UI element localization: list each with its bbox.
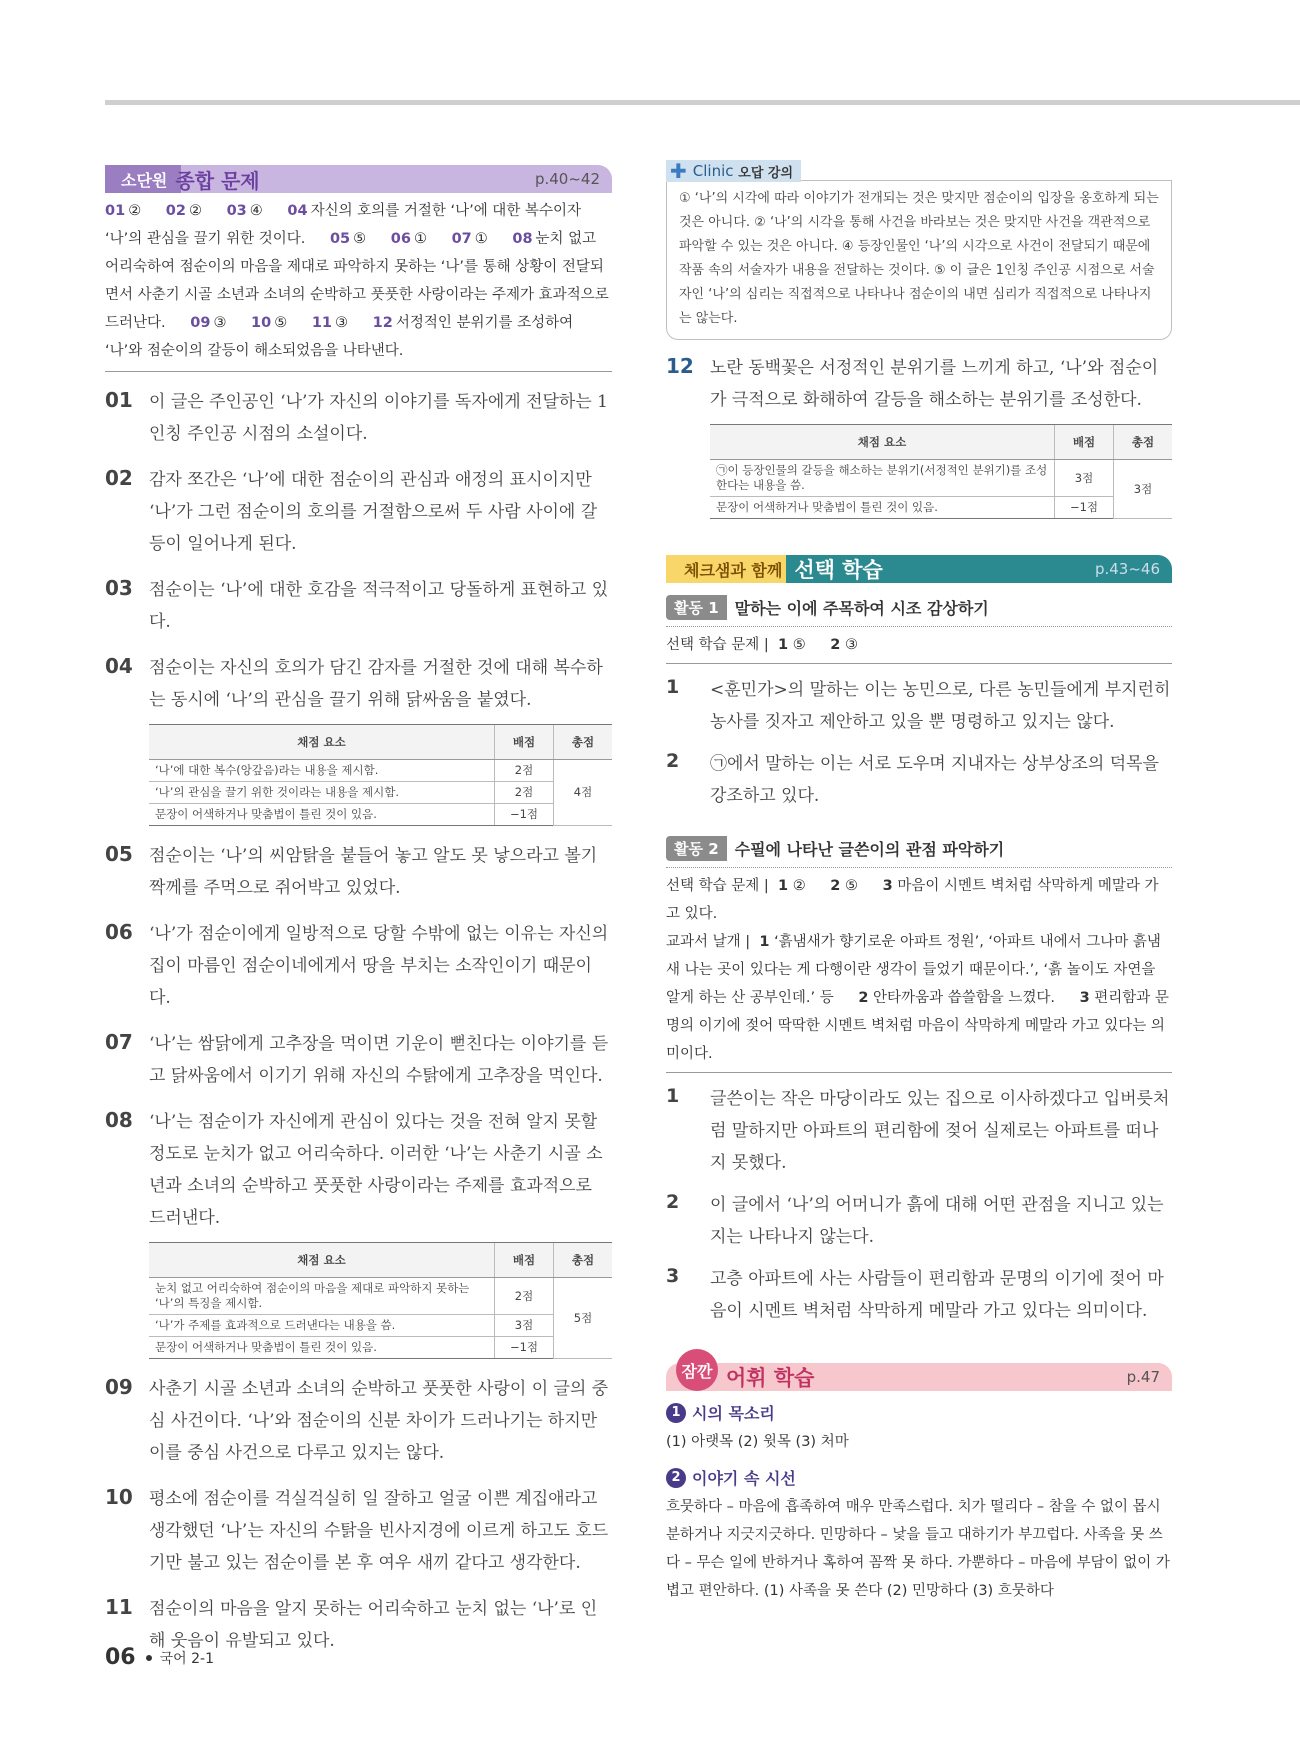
table-row: ㉠이 등장인물의 갈등을 해소하는 분위기(서정적인 분위기)를 조성한다는 내용을 씀. 3점 3점: [710, 460, 1172, 497]
vocab-2-title: 2 이야기 속 시선: [666, 1466, 1172, 1489]
answer-item: 03 ④: [226, 203, 263, 219]
table-row: ‘나’가 주제를 효과적으로 드러낸다는 내용을 씀. 3점: [149, 1315, 612, 1337]
answer-item: 01 ②: [105, 203, 142, 219]
scoring-table-12: 채점 요소 배점 총점 ㉠이 등장인물의 갈등을 해소하는 분위기(서정적인 분위기)를 조성한다는 내용을 씀. 3점 3점 문장이 어색하거나 맞춤법이 틀린 것이 있음. −1점: [710, 424, 1172, 519]
activity-1-q1: 1 <훈민가>의 말하는 이는 농민으로, 다른 농민들에게 부지런히 농사를 짓자고 제안하고 있을 뿐 명령하고 있지는 않다.: [666, 676, 1171, 732]
table-row: 문장이 어색하거나 맞춤법이 틀린 것이 있음. −1점: [149, 804, 612, 826]
explanation-12: 12 노란 동백꽃은 서정적인 분위기를 느끼게 하고, ‘나’와 점순이가 극적으로 화해하여 갈등을 해소하는 분위기를 조성한다. 채점 요소 배점 총점 ㉠이 등장인물의 갈등을 해소하는 분위기(서정적인 분위기)를 조성한다는 내용을 씀. 3점 3점 문장이 어색하거나 맞춤법이 틀린 것이 있음. −1점: [666, 352, 1172, 519]
clinic-section: [666, 160, 1172, 340]
explanation-01: 01 이 글은 주인공인 ‘나’가 자신의 이야기를 독자에게 전달하는 1인칭 주인공 시점의 소설이다.: [105, 388, 608, 444]
explanation-10: 10 평소에 점순이를 걱실걱실히 일 잘하고 얼굴 이쁜 계집애라고 생각했던 ‘나’는 자신의 수탉을 빈사지경에 이르게 하고도 호드기만 불고 있는 점순이를 본 후 여우 새끼 같다고 생각한다.: [105, 1485, 609, 1573]
answer-item: 06 ①: [390, 231, 427, 247]
explanation-09: 09 사춘기 시골 소년과 소녀의 순박하고 풋풋한 사랑이 이 글의 중심 사건이다. ‘나’와 점순이의 신분 차이가 드러나기는 하지만 이를 중심 사건으로 다루고 있지는 않다.: [105, 1375, 609, 1463]
answer-summary: [105, 193, 612, 372]
answer-item: 08 눈치 없고 어리숙하여 점순이의 마음을 제대로 파악하지 못하는 ‘나’를 통해 상황이 전달되면서 사춘기 시골 소년과 소녀의 순박하고 풋풋한 사랑이라는 주제가 효과적으로 드러난다.: [105, 231, 609, 331]
section-header-vocab: 잠깐 어휘 학습 p.47: [666, 1363, 1172, 1391]
explanation-06: 06 ‘나’가 점순이에게 일방적으로 당할 수밖에 없는 이유는 자신의 집이 마름인 점순이네에게서 땅을 부치는 소작인이기 때문이다.: [105, 920, 609, 1008]
plus-icon: ✚: [670, 159, 687, 183]
vocab-2-text: 흐뭇하다 – 마음에 흡족하여 매우 만족스럽다. 치가 떨리다 – 참을 수 없이 몹시 분하거나 지긋지긋하다. 민망하다 – 낯을 들고 대하기가 부끄럽다. 사족을 못 쓰다 – 무슨 일에 반하거나 혹하여 꼼짝 못 하다. 가뿐하다 – 마음에 부담이 없이 가볍고 편안하다. (1) 사족을 못 쓴다 (2) 민망하다 (3) 흐뭇하다: [666, 1499, 1170, 1599]
page-number: 06: [105, 1645, 136, 1670]
answer-item: 05 ⑤: [329, 231, 367, 247]
activity-1-answers: 선택 학습 문제 | 1 ⑤ 2 ③: [666, 627, 1172, 664]
table-row: 문장이 어색하거나 맞춤법이 틀린 것이 있음. −1점: [149, 1337, 612, 1359]
activity-1-q2: 2 ㉠에서 말하는 이는 서로 도우며 지내자는 상부상조의 덕목을 강조하고 있다.: [666, 750, 1159, 806]
left-column: [105, 165, 612, 1657]
section-header-review: [105, 165, 612, 193]
answer-item: 02 ②: [165, 203, 202, 219]
section-tag: 소단원: [121, 170, 168, 190]
table-row: 문장이 어색하거나 맞춤법이 틀린 것이 있음. −1점: [710, 497, 1172, 519]
table-row: ‘나’에 대한 복수(앙갚음)라는 내용을 제시함. 2점 4점: [149, 760, 612, 782]
activity-1-header: 활동 1 말하는 이에 주목하여 시조 감상하기: [666, 595, 1172, 627]
explanation-04: 04 점순이는 자신의 호의가 담긴 감자를 거절한 것에 대해 복수하는 동시에 ‘나’의 관심을 끌기 위해 닭싸움을 붙였다. 채점 요소 배점 총점 ‘나’에 대한 복수(앙갚음)라는 내용을 제시함. 2점 4점 ‘나’의 관심을 끌기 위한 것이라는 내용을 제시함. 2점 문장이 어색하거나 맞춤법이 틀린 것이 있음. −1점: [105, 652, 612, 826]
explanation-05: 05 점순이는 ‘나’의 씨암탉을 붙들어 놓고 알도 못 낳으라고 볼기짝께를 주먹으로 쥐어박고 있었다.: [105, 842, 598, 898]
answer-item: 04 자신의 호의를 거절한 ‘나’에 대한 복수이자 ‘나’의 관심을 끌기 위한 것이다.: [105, 203, 581, 247]
activity-2-q1: 1 글쓴이는 작은 마당이라도 있는 집으로 이사하겠다고 입버릇처럼 말하지만 아파트의 편리함에 젖어 실제로는 아파트를 떠나지 못했다.: [666, 1085, 1170, 1173]
section-page-ref: p.40~42: [534, 170, 600, 188]
answer-item: 07 ①: [451, 231, 488, 247]
table-row: 눈치 없고 어리숙하여 점순이의 마음을 제대로 파악하지 못하는 ‘나’의 특징을 제시함. 2점 5점: [149, 1278, 612, 1315]
answer-item: 09 ③: [190, 315, 227, 331]
activity-2-q2: 2 이 글에서 ‘나’의 어머니가 흙에 대해 어떤 관점을 지니고 있는지는 나타나지 않는다.: [666, 1191, 1164, 1247]
clinic-tag: ✚ Clinic 오답 강의: [666, 160, 801, 182]
answer-item: 10 ⑤: [251, 315, 288, 331]
explanation-08: 08 ‘나’는 점순이가 자신에게 관심이 있다는 것을 전혀 알지 못할 정도로 눈치가 없고 어리숙하다. 이러한 ‘나’는 사춘기 시골 소년과 소녀의 순박하고 풋풋한 사랑이라는 주제를 효과적으로 드러낸다. 채점 요소 배점 총점 눈치 없고 어리숙하여 점순이의 마음을 제대로 파악하지 못하는 ‘나’의 특징을 제시함. 2점 5점 ‘나’가 주제를 효과적으로 드러낸다는 내용을 씀. 3점 문장이 어색하거나 맞춤법이 틀린 것이 있음. −1점: [105, 1106, 612, 1359]
explanation-11: 11 점순이의 마음을 알지 못하는 어리숙하고 눈치 없는 ‘나’로 인해 웃음이 유발되고 있다.: [105, 1595, 598, 1651]
activity-2-answers: 선택 학습 문제 | 1 ② 2 ⑤ 3 마음이 시멘트 벽처럼 삭막하게 메말라 가고 있다. 교과서 날개 | 1 ‘흙냄새가 향기로운 아파트 정원’, ‘아파트 내에서 그나마 흙냄새 나는 곳이 있다는 게 다행이란 생각이 들었기 때문이다.’, ‘흙 놀이도 자연을 알게 하는 산 공부인데.’ 등 2 안타까움과 씁쓸함을 느꼈다. 3 편리함과 문명의 이기에 젖어 딱딱한 시멘트 벽처럼 마음이 삭막하게 메말라 가고 있다는 의미이다.: [666, 868, 1172, 1073]
activity-2-header: 활동 2 수필에 나타난 글쓴이의 관점 파악하기: [666, 836, 1172, 868]
top-divider: [105, 100, 1300, 105]
explanation-02: 02 감자 쪼간은 ‘나’에 대한 점순이의 관심과 애정의 표시이지만 ‘나’가 그런 점순이의 호의를 거절함으로써 두 사람 사이에 갈등이 일어나게 된다.: [105, 466, 598, 554]
clinic-text: ① ‘나’의 시각에 따라 이야기가 전개되는 것은 맞지만 점순이의 입장을 옹호하게 되는 것은 아니다. ② ‘나’의 시각을 통해 사건을 바라보는 것은 맞지만 사건을 객관적으로 파악할 수 있는 것은 아니다. ④ 등장인물인 ‘나’의 시각으로 사건이 전달되기 때문에 작품 속의 서술자가 내용을 전달하는 것이다. ⑤ 이 글은 1인칭 주인공 시점으로 서술자인 ‘나’의 심리는 직접적으로 나타나나 점순이의 내면 심리가 직접적으로 나타나지는 않는다.: [666, 180, 1172, 340]
vocab-1-title: 1 시의 목소리: [666, 1401, 1172, 1424]
bullet-icon: [146, 1655, 152, 1661]
section-title: 종합 문제: [175, 168, 260, 193]
explanation-07: 07 ‘나’는 쌈닭에게 고추장을 먹이면 기운이 뻗친다는 이야기를 듣고 닭싸움에서 이기기 위해 자신의 수탉에게 고추장을 먹인다.: [105, 1030, 609, 1086]
table-row: ‘나’의 관심을 끌기 위한 것이라는 내용을 제시함. 2점: [149, 782, 612, 804]
activity-2-q3: 3 고층 아파트에 사는 사람들이 편리함과 문명의 이기에 젖어 마음이 시멘트 벽처럼 삭막하게 메말라 가고 있다는 의미이다.: [666, 1265, 1164, 1321]
explanation-03: 03 점순이는 ‘나’에 대한 호감을 적극적이고 당돌하게 표현하고 있다.: [105, 576, 609, 632]
book-title: 국어 2-1: [159, 1650, 214, 1667]
right-column: [666, 160, 1172, 1605]
vocab-1-text: (1) 아랫목 (2) 윗목 (3) 처마: [666, 1434, 849, 1450]
scoring-table-04: 채점 요소 배점 총점 ‘나’에 대한 복수(앙갚음)라는 내용을 제시함. 2점 4점 ‘나’의 관심을 끌기 위한 것이라는 내용을 제시함. 2점 문장이 어색하거나 맞춤법이 틀린 것이 있음. −1점: [149, 724, 612, 826]
answer-item: 11 ③: [311, 315, 349, 331]
scoring-table-08: 채점 요소 배점 총점 눈치 없고 어리숙하여 점순이의 마음을 제대로 파악하지 못하는 ‘나’의 특징을 제시함. 2점 5점 ‘나’가 주제를 효과적으로 드러낸다는 내용을 씀. 3점 문장이 어색하거나 맞춤법이 틀린 것이 있음. −1점: [149, 1242, 612, 1359]
section-header-elective: 체크샘과 함께 선택 학습 p.43~46: [666, 555, 1172, 583]
page-footer: [105, 1645, 214, 1670]
answer-item: 12 서정적인 분위기를 조성하여 ‘나’와 점순이의 갈등이 해소되었음을 나타낸다.: [105, 315, 574, 359]
